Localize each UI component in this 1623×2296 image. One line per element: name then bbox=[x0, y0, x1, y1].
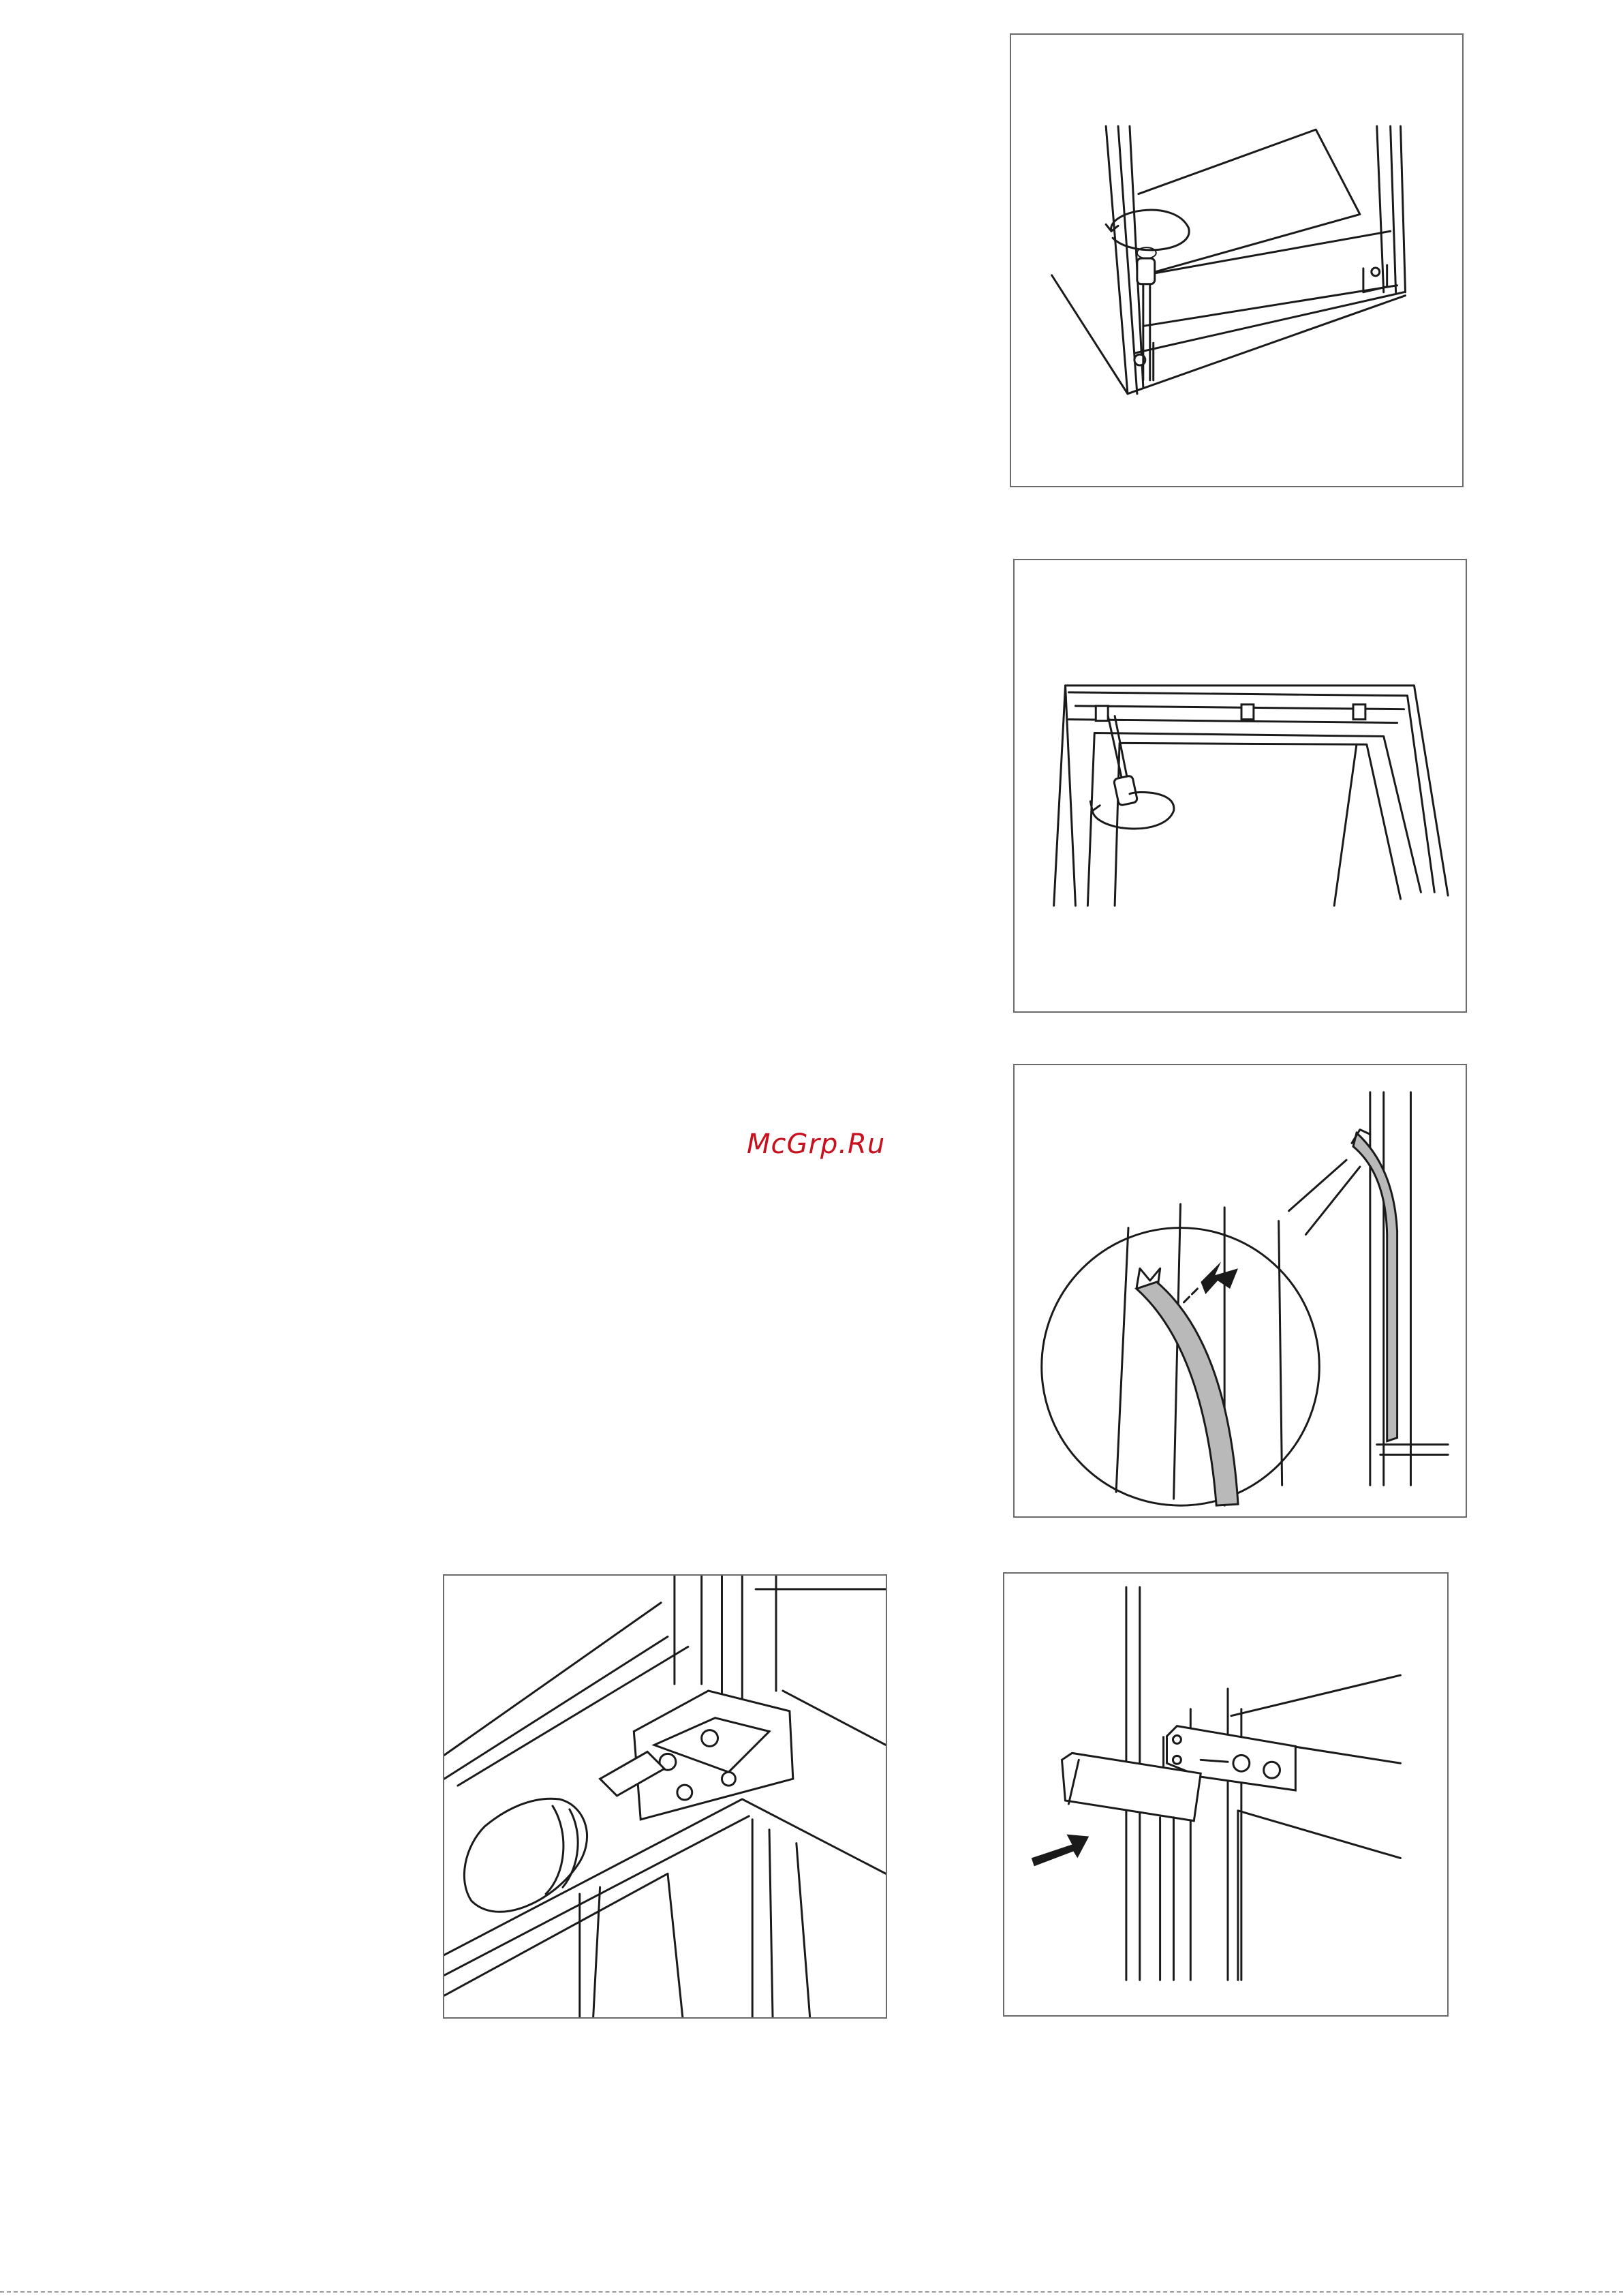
remove-lower-screws-figure bbox=[1010, 33, 1464, 487]
frame-bottom-illustration bbox=[1011, 35, 1462, 486]
hinge-cover-figure bbox=[1003, 1572, 1449, 2017]
footer-rule bbox=[0, 2291, 1623, 2293]
frame-top-illustration bbox=[1015, 560, 1466, 1011]
hinge-screwdriver-figure bbox=[443, 1574, 887, 2019]
watermark: McGrp.Ru bbox=[747, 1129, 886, 1160]
hinge-illustration bbox=[444, 1576, 886, 2017]
cover-illustration bbox=[1004, 1574, 1447, 2015]
remove-upper-screws-figure bbox=[1013, 559, 1467, 1013]
seal-illustration bbox=[1015, 1065, 1466, 1516]
door-seal-insert-figure bbox=[1013, 1064, 1467, 1518]
